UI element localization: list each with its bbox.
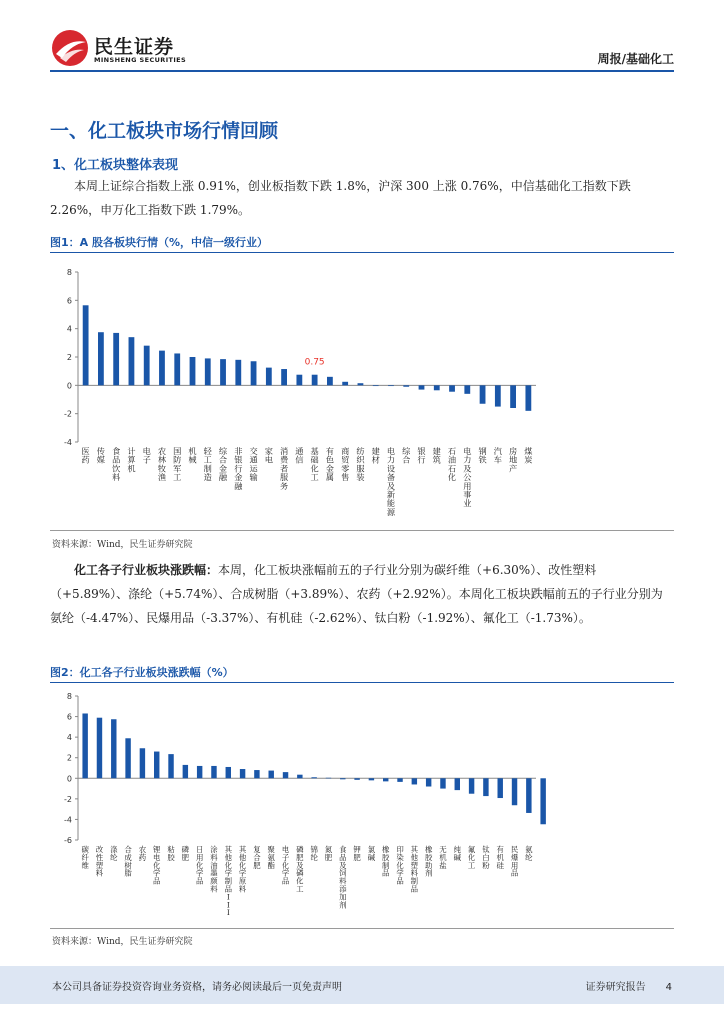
category-label: 家电 xyxy=(264,446,273,465)
category-label: 电力设备及新能源 xyxy=(386,446,396,517)
bar xyxy=(311,777,316,778)
y-tick-label: 8 xyxy=(66,268,72,277)
category-label: 钛白粉 xyxy=(482,845,490,870)
category-label: 食品饮料 xyxy=(112,446,121,483)
category-label: 氯碱 xyxy=(367,845,376,862)
bar xyxy=(190,357,196,385)
section-title: 一、化工板块市场行情回顾 xyxy=(50,120,279,142)
category-label: 建材 xyxy=(371,446,380,465)
bar xyxy=(266,368,272,386)
sector-performance-chart xyxy=(50,258,674,526)
category-label: 非银行金融 xyxy=(234,446,243,491)
category-label: 钾肥 xyxy=(353,845,361,862)
figure-2-top-rule xyxy=(50,682,674,683)
bar xyxy=(426,778,431,786)
figure-1-source: 资料来源：Wind，民生证券研究院 xyxy=(52,540,193,550)
category-label: 其他塑料制品 xyxy=(410,845,419,894)
category-label: 改性塑料 xyxy=(95,845,104,878)
category-label: 国防军工 xyxy=(173,446,182,483)
section-subtitle: 1、化工板块整体表现 xyxy=(52,158,179,173)
bar xyxy=(540,778,545,824)
bar xyxy=(297,775,302,779)
bar xyxy=(483,778,488,796)
y-tick-label: 4 xyxy=(66,324,72,334)
paragraph-body: 本周，化工板块涨幅前五的子行业分别为碳纤维（+6.30%）、改性塑料（+5.89%）、涤纶（+5.74%）、合成树脂（+3.89%）、农药（+2.92%）。本周化工板块跌幅前五的子行业分别为氨纶（-4.47%）、民爆用品（-3.37%）、有机硅（-2.62%）、钛白粉（-1.92%）、氟化工（-1.73%）。 xyxy=(50,563,663,625)
bar xyxy=(183,765,188,778)
category-label: 印染化学品 xyxy=(396,845,404,886)
category-label: 石油石化 xyxy=(447,446,457,483)
category-label: 交通运输 xyxy=(249,446,258,483)
bar xyxy=(97,718,102,779)
category-label: 银行 xyxy=(417,446,426,465)
page-footer xyxy=(0,966,724,1004)
bar xyxy=(283,772,288,778)
bar xyxy=(373,385,379,386)
category-label: 电子 xyxy=(142,446,151,465)
category-label: 农林牧渔 xyxy=(157,446,167,483)
paragraph-lead: 化工各子行业板块涨跌幅： xyxy=(74,563,219,577)
y-tick-label: -2 xyxy=(64,794,72,804)
bar xyxy=(82,713,87,778)
bar xyxy=(296,375,302,386)
bar xyxy=(326,778,331,779)
bar xyxy=(342,382,348,386)
category-label: 综合金融 xyxy=(218,446,228,483)
category-label: 氟化工 xyxy=(467,845,476,870)
bar xyxy=(434,385,440,390)
category-label: 机械 xyxy=(188,446,197,465)
brand-name-cn: 民生证券 xyxy=(94,36,175,58)
category-label: 传媒 xyxy=(96,446,106,465)
bar xyxy=(254,770,259,778)
report-header xyxy=(50,28,674,70)
bar xyxy=(235,360,241,386)
category-label: 农药 xyxy=(138,845,147,862)
bar xyxy=(268,771,273,779)
y-tick-label: 0 xyxy=(66,774,72,784)
category-label: 汽车 xyxy=(493,446,502,465)
category-label: 食品及饲料添加剂 xyxy=(339,845,347,910)
figure-2-source: 资料来源：Wind，民生证券研究院 xyxy=(52,937,193,947)
bar xyxy=(83,305,89,385)
bar xyxy=(526,778,531,813)
category-label: 橡胶助剂 xyxy=(424,845,433,878)
bar xyxy=(98,332,104,385)
figure-2-title: 图2：化工各子行业板块涨跌幅（%） xyxy=(50,666,234,679)
category-label: 橡胶制品 xyxy=(382,845,390,878)
category-label: 聚氨酯 xyxy=(267,845,275,870)
y-tick-label: 2 xyxy=(66,353,72,362)
category-label: 涤纶 xyxy=(110,845,118,862)
figure-1-title: 图1：A 股各板块行情（%，中信一级行业） xyxy=(50,236,269,249)
category-label: 轻工制造 xyxy=(203,446,212,483)
bar xyxy=(327,377,333,386)
y-tick-label: 0 xyxy=(66,381,72,391)
bar xyxy=(449,385,455,391)
category-label: 电子化学品 xyxy=(281,845,290,886)
category-label: 计算机 xyxy=(127,446,136,474)
header-divider xyxy=(50,70,674,72)
y-tick-label: -4 xyxy=(64,438,72,447)
category-label: 民爆用品 xyxy=(510,845,519,878)
y-tick-label: 6 xyxy=(66,712,72,722)
bar xyxy=(358,383,364,385)
brand-logo-icon xyxy=(50,28,90,68)
bar xyxy=(412,778,417,784)
bar xyxy=(129,337,135,385)
bar xyxy=(125,738,130,778)
y-tick-label: -6 xyxy=(64,836,72,845)
page-number: 4 xyxy=(665,982,672,993)
category-label: 钢铁 xyxy=(478,446,487,465)
footer-right xyxy=(586,978,672,993)
bar-annotation: 0.75 xyxy=(304,357,325,368)
bar xyxy=(495,385,501,406)
category-label: 医药 xyxy=(81,446,90,465)
category-label: 合成树脂 xyxy=(124,845,132,878)
report-tag: 周报/基础化工 xyxy=(597,52,674,66)
paragraph-market-summary: 本周上证综合指数上涨 0.91%，创业板指数下跌 1.8%，沪深 300 上涨 0.76%，中信基础化工指数下跌 2.26%，申万化工指数下跌 1.79%。 xyxy=(50,179,631,217)
bar xyxy=(226,767,231,778)
bar xyxy=(510,385,516,408)
category-label: 综合 xyxy=(402,446,411,465)
bar xyxy=(281,369,287,385)
category-label: 锂电化学品 xyxy=(153,845,161,886)
bar xyxy=(419,385,425,389)
footer-doc-type: 证券研究报告 xyxy=(585,982,646,993)
bar xyxy=(469,778,474,793)
bar xyxy=(497,778,502,798)
bar xyxy=(144,346,150,386)
bar xyxy=(480,385,486,403)
y-tick-label: 6 xyxy=(66,296,72,306)
bar xyxy=(455,778,460,790)
paragraph-subsector-summary xyxy=(50,558,674,630)
bar xyxy=(383,778,388,781)
category-label: 基础化工 xyxy=(310,446,319,483)
bar xyxy=(312,375,318,386)
category-label: 粘胶 xyxy=(167,845,175,862)
category-label: 煤炭 xyxy=(524,446,533,465)
y-tick-label: 2 xyxy=(66,753,72,763)
category-label: 日用化学品 xyxy=(195,845,204,886)
y-tick-label: -4 xyxy=(64,815,72,825)
y-tick-label: 8 xyxy=(66,692,72,701)
figure-2-bottom-rule xyxy=(50,928,674,929)
bar xyxy=(464,385,470,394)
category-label: 房地产 xyxy=(508,446,518,474)
footer-disclaimer: 本公司具备证券投资咨询业务资格，请务必阅读最后一页免责声明 xyxy=(52,982,342,993)
category-label: 商贸零售 xyxy=(341,446,350,483)
bar xyxy=(220,359,226,385)
bar xyxy=(140,748,145,778)
category-label: 磷肥及磷化工 xyxy=(296,845,304,894)
category-label: 有色金属 xyxy=(325,446,335,483)
subsector-performance-chart xyxy=(50,686,674,926)
category-label: 纺织服装 xyxy=(356,446,365,483)
bar xyxy=(159,351,165,386)
bar xyxy=(397,778,402,782)
bar xyxy=(354,778,359,780)
category-label: 锦纶 xyxy=(310,845,318,862)
bar xyxy=(113,333,119,385)
bar xyxy=(168,754,173,778)
brand-name-en: MINSHENG SECURITIES xyxy=(94,56,187,64)
bar xyxy=(512,778,517,805)
bar xyxy=(403,385,409,386)
bar xyxy=(197,766,202,778)
y-tick-label: -2 xyxy=(64,409,72,419)
bar xyxy=(525,385,531,411)
figure-1-top-rule xyxy=(50,252,674,253)
category-label: 碳纤维 xyxy=(81,845,89,870)
category-label: 其他化学制品 I I I xyxy=(224,845,232,918)
bar xyxy=(154,752,159,779)
bar xyxy=(174,353,180,385)
bar xyxy=(205,358,211,385)
category-label: 复合肥 xyxy=(253,845,261,870)
category-label: 氮肥 xyxy=(324,845,333,862)
category-label: 其他化学原料 xyxy=(238,845,247,894)
bar xyxy=(251,361,257,385)
category-label: 有机硅 xyxy=(496,845,504,870)
category-label: 电力及公用事业 xyxy=(463,446,472,509)
category-label: 纯碱 xyxy=(453,845,461,862)
category-label: 通信 xyxy=(295,446,304,465)
bar xyxy=(111,719,116,778)
bar xyxy=(369,778,374,780)
category-label: 无机盐 xyxy=(439,845,447,870)
category-label: 涂料油墨颜料 xyxy=(210,845,218,894)
bar xyxy=(340,778,345,779)
category-label: 氨纶 xyxy=(525,845,533,862)
bar xyxy=(440,778,445,788)
category-label: 磷肥 xyxy=(181,845,190,862)
category-label: 消费者服务 xyxy=(279,446,289,491)
category-label: 建筑 xyxy=(432,446,441,465)
bar xyxy=(211,766,216,778)
bar xyxy=(240,769,245,778)
bar xyxy=(388,385,394,386)
figure-1-bottom-rule xyxy=(50,530,674,531)
y-tick-label: 4 xyxy=(66,733,72,743)
